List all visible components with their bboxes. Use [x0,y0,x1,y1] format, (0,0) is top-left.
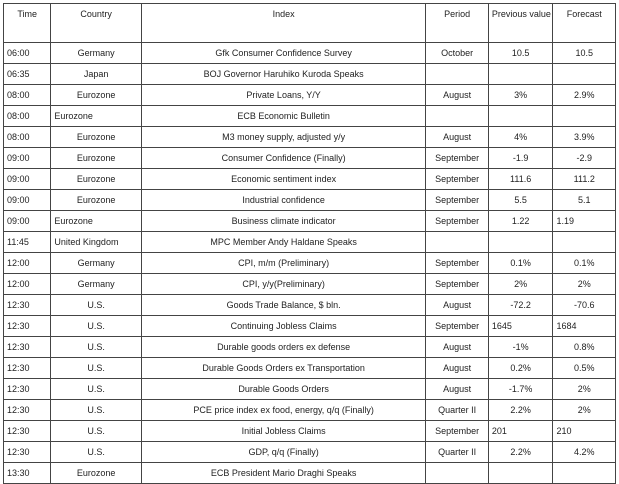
cell-period: September [426,169,488,190]
cell-country: Eurozone [51,106,142,127]
cell-previous: 5.5 [488,190,553,211]
cell-index: Goods Trade Balance, $ bln. [141,295,425,316]
table-row [4,400,616,421]
cell-forecast: 111.2 [553,169,616,190]
cell-previous: 111.6 [488,169,553,190]
cell-time: 06:35 [4,64,51,85]
cell-period: September [426,148,488,169]
cell-forecast: -2.9 [553,148,616,169]
cell-previous: 2.2% [488,442,553,463]
table-row [4,421,616,442]
cell-period [426,106,488,127]
cell-country: U.S. [51,358,142,379]
cell-forecast: 5.1 [553,190,616,211]
cell-forecast [553,64,616,85]
cell-period: September [426,421,488,442]
cell-index: Continuing Jobless Claims [141,316,425,337]
cell-country: U.S. [51,400,142,421]
table-row [4,64,616,85]
cell-forecast: 0.5% [553,358,616,379]
cell-index: Initial Jobless Claims [141,421,425,442]
table-row [4,337,616,358]
cell-forecast: 0.1% [553,253,616,274]
table-row [4,211,616,232]
cell-country: Germany [51,274,142,295]
table-row [4,295,616,316]
cell-period: September [426,253,488,274]
cell-index: Business climate indicator [141,211,425,232]
cell-country: Japan [51,64,142,85]
cell-previous: 2% [488,274,553,295]
cell-time: 08:00 [4,106,51,127]
cell-country: U.S. [51,421,142,442]
cell-index: PCE price index ex food, energy, q/q (Finally) [141,400,425,421]
cell-period: Quarter II [426,400,488,421]
cell-time: 09:00 [4,190,51,211]
cell-previous [488,106,553,127]
header-period: Period [426,4,488,43]
table-row [4,379,616,400]
header-time: Time [4,4,51,43]
cell-country: Eurozone [51,127,142,148]
table-row [4,442,616,463]
cell-time: 09:00 [4,211,51,232]
cell-previous: -1% [488,337,553,358]
table-row [4,85,616,106]
header-index: Index [141,4,425,43]
cell-forecast: 2% [553,379,616,400]
table-row [4,106,616,127]
cell-period: August [426,379,488,400]
cell-index: Private Loans, Y/Y [141,85,425,106]
cell-country: U.S. [51,295,142,316]
cell-period: August [426,358,488,379]
cell-time: 13:30 [4,463,51,484]
cell-index: Economic sentiment index [141,169,425,190]
cell-forecast: 0.8% [553,337,616,358]
cell-country: Eurozone [51,148,142,169]
cell-forecast: 1.19 [553,211,616,232]
table-row [4,316,616,337]
cell-time: 12:30 [4,442,51,463]
cell-forecast: 2% [553,400,616,421]
cell-index: ECB President Mario Draghi Speaks [141,463,425,484]
cell-previous: 1645 [488,316,553,337]
cell-country: U.S. [51,316,142,337]
cell-forecast: 4.2% [553,442,616,463]
cell-time: 12:30 [4,400,51,421]
table-row [4,169,616,190]
cell-period [426,463,488,484]
cell-time: 12:00 [4,274,51,295]
cell-forecast [553,106,616,127]
cell-period: September [426,316,488,337]
cell-country: Eurozone [51,169,142,190]
cell-forecast: 3.9% [553,127,616,148]
cell-period: August [426,295,488,316]
cell-previous: 0.1% [488,253,553,274]
header-previous: Previous value [488,4,553,43]
cell-previous: -1.9 [488,148,553,169]
cell-previous: 1.22 [488,211,553,232]
cell-index: Industrial confidence [141,190,425,211]
cell-previous: 4% [488,127,553,148]
cell-time: 08:00 [4,85,51,106]
cell-time: 08:00 [4,127,51,148]
cell-index: Durable goods orders ex defense [141,337,425,358]
cell-index: Consumer Confidence (Finally) [141,148,425,169]
cell-index: BOJ Governor Haruhiko Kuroda Speaks [141,64,425,85]
cell-previous [488,463,553,484]
cell-forecast: 10.5 [553,43,616,64]
cell-index: Durable Goods Orders [141,379,425,400]
cell-time: 12:00 [4,253,51,274]
cell-period: September [426,190,488,211]
cell-country: U.S. [51,442,142,463]
cell-period: Quarter II [426,442,488,463]
cell-time: 06:00 [4,43,51,64]
cell-index: CPI, y/y(Preliminary) [141,274,425,295]
cell-forecast: 2% [553,274,616,295]
cell-country: U.S. [51,337,142,358]
cell-index: M3 money supply, adjusted y/y [141,127,425,148]
cell-period: September [426,211,488,232]
cell-period [426,232,488,253]
header-row [4,4,616,43]
cell-period [426,64,488,85]
table-row [4,463,616,484]
economic-calendar-table [3,3,616,484]
cell-forecast: 2.9% [553,85,616,106]
cell-time: 09:00 [4,169,51,190]
cell-period: August [426,337,488,358]
cell-time: 12:30 [4,379,51,400]
table-row [4,274,616,295]
cell-period: October [426,43,488,64]
cell-time: 12:30 [4,295,51,316]
cell-forecast: 210 [553,421,616,442]
cell-period: August [426,85,488,106]
table-row [4,148,616,169]
cell-period: September [426,274,488,295]
cell-index: Gfk Consumer Confidence Survey [141,43,425,64]
cell-time: 11:45 [4,232,51,253]
cell-period: August [426,127,488,148]
cell-country: United Kingdom [51,232,142,253]
cell-previous: 201 [488,421,553,442]
cell-time: 09:00 [4,148,51,169]
cell-time: 12:30 [4,316,51,337]
cell-index: ECB Economic Bulletin [141,106,425,127]
cell-country: Eurozone [51,190,142,211]
cell-previous [488,64,553,85]
cell-country: U.S. [51,379,142,400]
cell-index: Durable Goods Orders ex Transportation [141,358,425,379]
table-row [4,358,616,379]
cell-time: 12:30 [4,337,51,358]
cell-country: Eurozone [51,211,142,232]
cell-country: Germany [51,253,142,274]
cell-index: CPI, m/m (Preliminary) [141,253,425,274]
cell-forecast [553,463,616,484]
cell-forecast: -70.6 [553,295,616,316]
cell-index: MPC Member Andy Haldane Speaks [141,232,425,253]
cell-previous: 10.5 [488,43,553,64]
cell-time: 12:30 [4,358,51,379]
table-row [4,253,616,274]
cell-index: GDP, q/q (Finally) [141,442,425,463]
cell-previous: -1.7% [488,379,553,400]
table-row [4,190,616,211]
cell-forecast [553,232,616,253]
table-row [4,127,616,148]
cell-previous: 0.2% [488,358,553,379]
cell-previous [488,232,553,253]
cell-previous: -72.2 [488,295,553,316]
header-country: Country [51,4,142,43]
cell-forecast: 1684 [553,316,616,337]
table-row [4,232,616,253]
cell-previous: 2.2% [488,400,553,421]
cell-country: Eurozone [51,85,142,106]
cell-country: Germany [51,43,142,64]
cell-time: 12:30 [4,421,51,442]
header-forecast: Forecast [553,4,616,43]
cell-country: Eurozone [51,463,142,484]
cell-previous: 3% [488,85,553,106]
table-row [4,43,616,64]
